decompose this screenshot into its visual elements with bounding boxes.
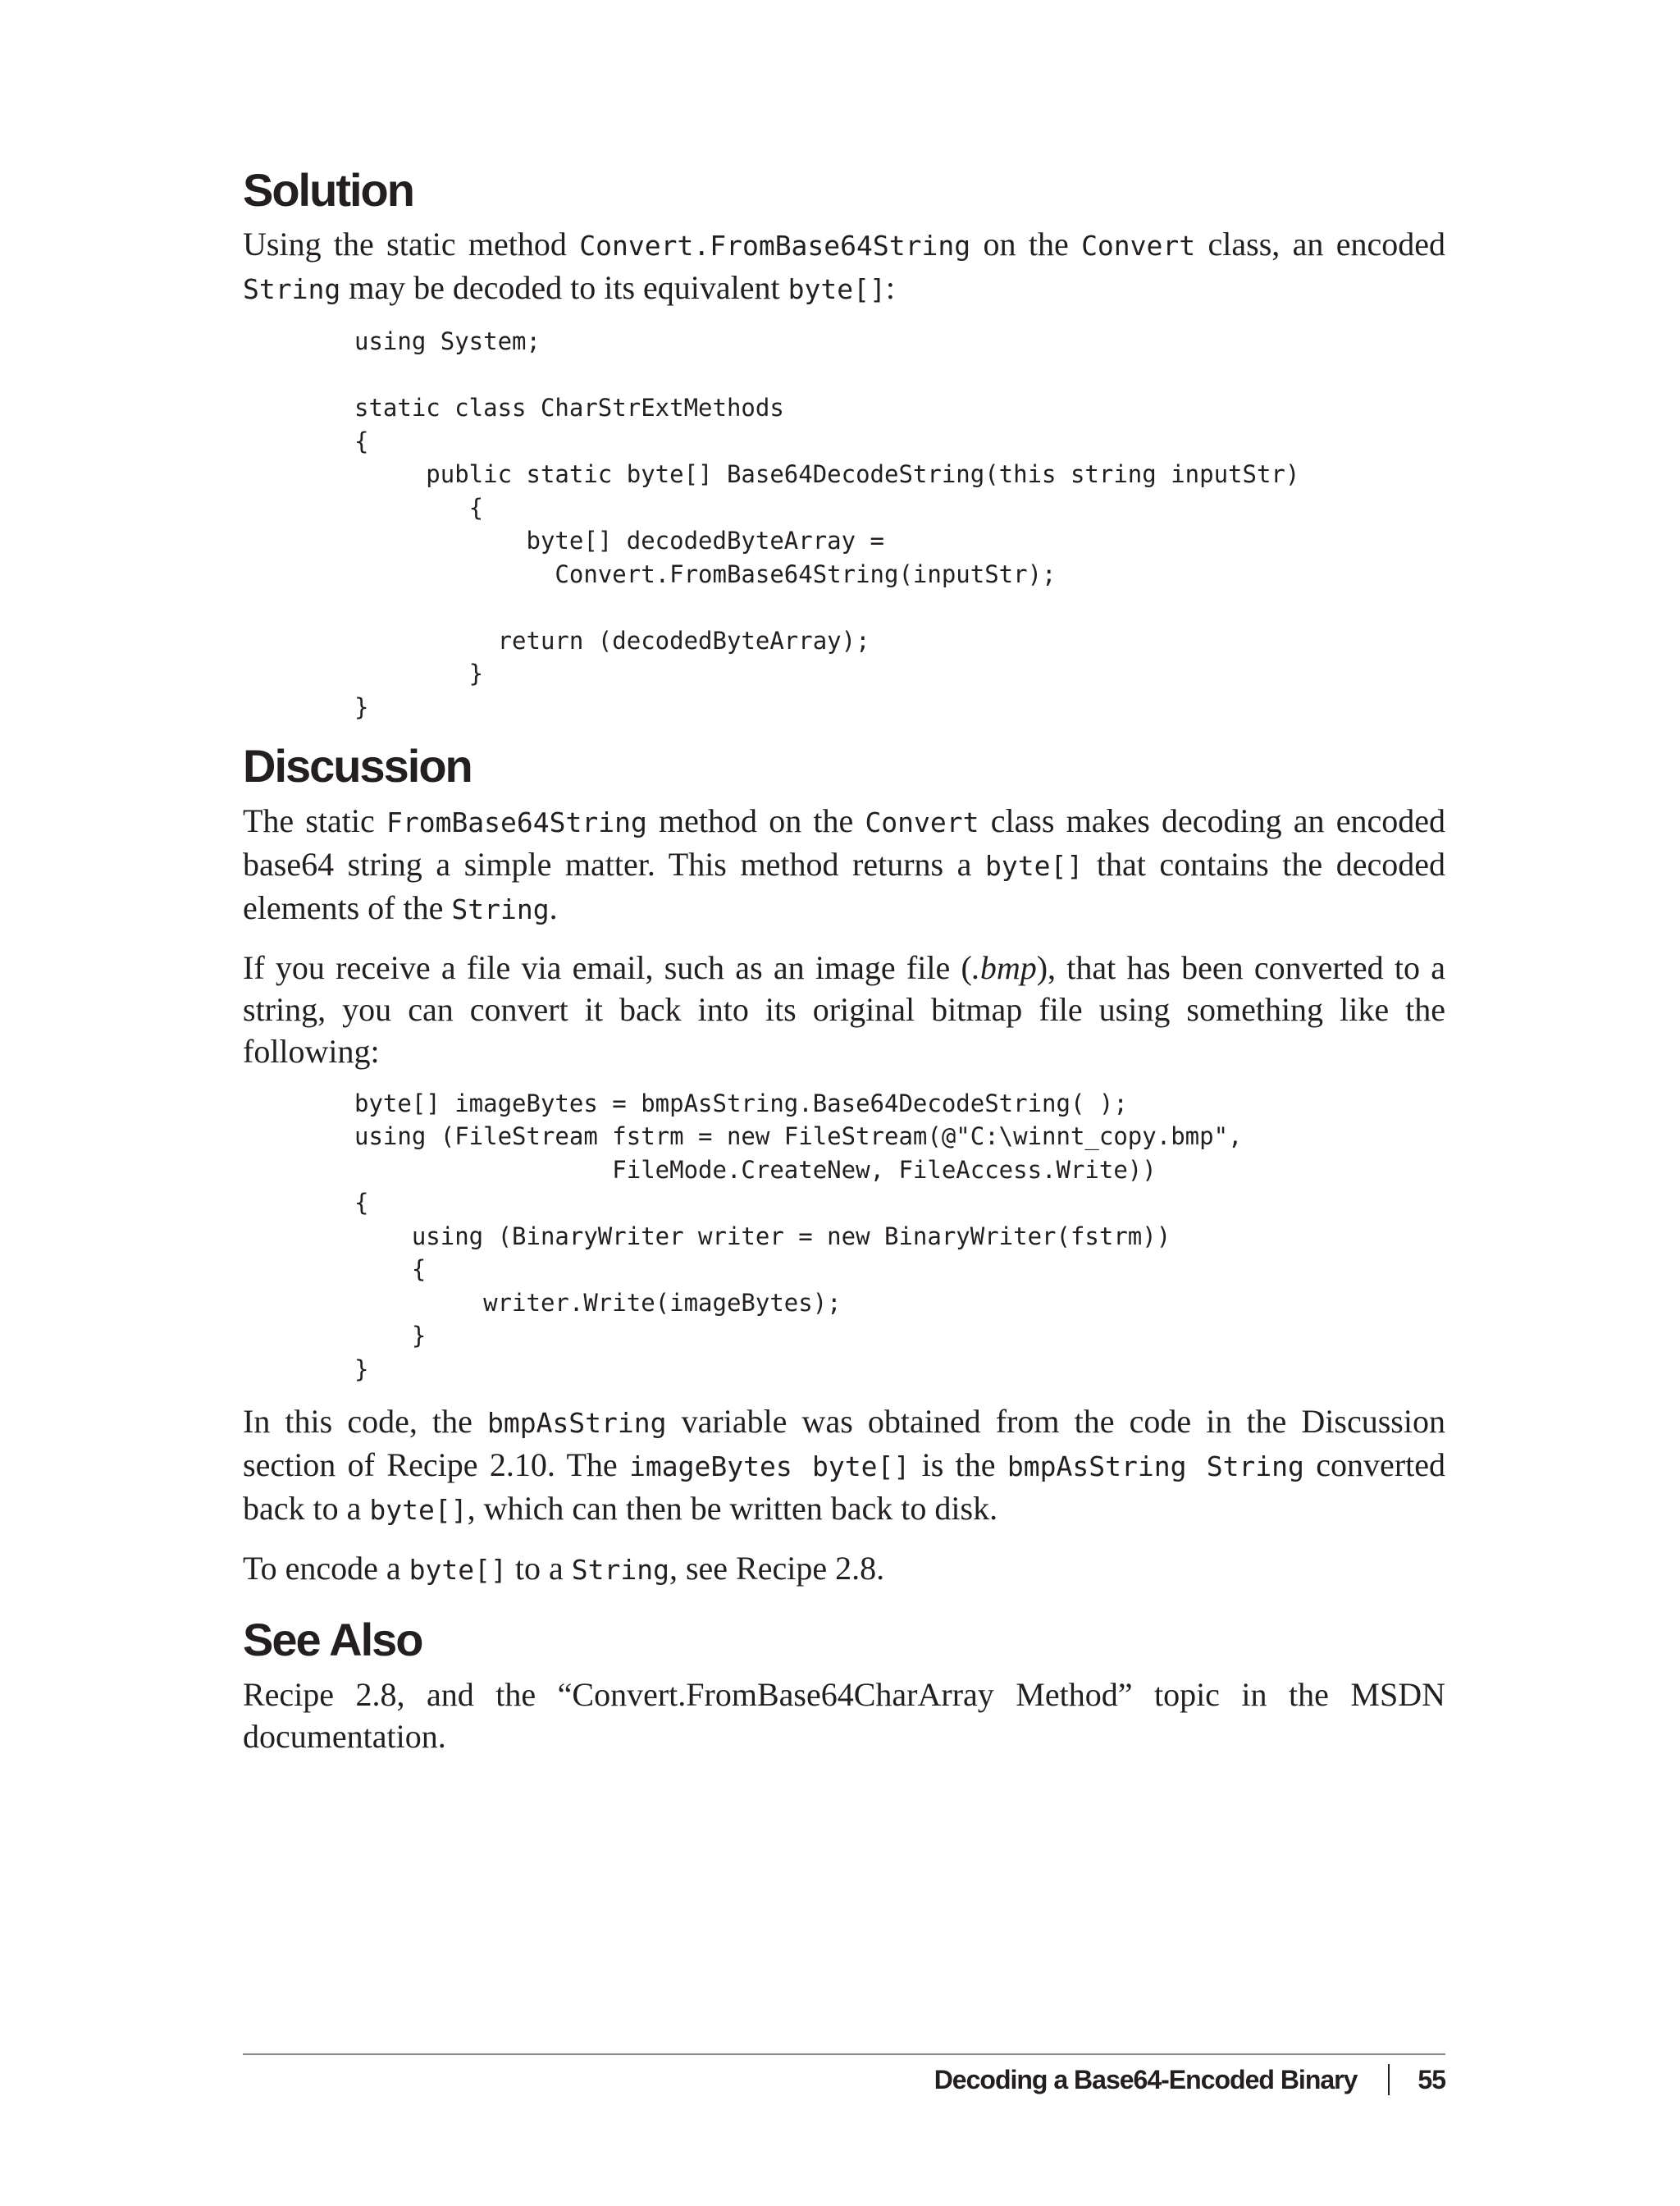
discussion-heading: Discussion	[243, 740, 472, 792]
footer-separator	[1388, 2064, 1390, 2095]
inline-code: bmpAsString String	[1007, 1450, 1304, 1483]
inline-code: byte[]	[788, 273, 886, 306]
solution-heading: Solution	[243, 164, 413, 216]
inline-code: String	[243, 273, 341, 306]
page-footer	[243, 2059, 1445, 2100]
footer-divider	[243, 2053, 1445, 2055]
inline-code: Convert.FromBase64String	[579, 230, 971, 263]
file-extension: .bmp	[971, 948, 1037, 986]
inline-code: byte[]	[409, 1554, 507, 1587]
page-content	[243, 164, 1445, 1757]
discussion-code-block: byte[] imageBytes = bmpAsString.Base64DecodeString( ); using (FileStream fstrm = new FileStream(@"C:\winnt_copy.bmp", FileMode.CreateNew, FileAccess.Write)) { using (BinaryWriter writer = new BinaryWriter(fstrm)) { writer.Write(imageBytes); } }	[354, 1089, 1243, 1383]
see-also-heading: See Also	[243, 1614, 422, 1666]
discussion-paragraph-2: If you receive a file via email, such as an image file (.bmp), that has been converted to a string, you can convert it back into its original bitmap file using something like the following:	[243, 948, 1445, 1070]
see-also-text: Recipe 2.8, and the “Convert.FromBase64CharArray Method” topic in the MSDN documentation.	[243, 1675, 1445, 1755]
page-number: 55	[1418, 2064, 1445, 2094]
solution-code-block: using System; static class CharStrExtMethods { public static byte[] Base64DecodeString(this string inputStr) { byte[] decodedByteArray = Convert.FromBase64String(inputStr); return (decodedByteArray); } }	[354, 327, 1300, 721]
inline-code: Convert	[1081, 230, 1196, 263]
inline-code: bmpAsString	[486, 1407, 667, 1440]
inline-code: byte[]	[985, 849, 1084, 882]
discussion-paragraph-3: In this code, the bmpAsString variable was obtained from the code in the Discussion section of Recipe 2.10. The imageBytes byte[] is the bmpAsString String converted back to a byte[], which can then be written back to disk.	[243, 1403, 1446, 1528]
inline-code: imageBytes byte[]	[629, 1450, 911, 1483]
inline-code: FromBase64String	[386, 806, 647, 838]
inline-code: String	[451, 893, 550, 925]
inline-code: String	[571, 1554, 669, 1587]
discussion-paragraph-4: To encode a byte[] to a String, see Recipe 2.8.	[243, 1550, 885, 1587]
inline-code: byte[]	[369, 1494, 468, 1527]
running-footer-title: Decoding a Base64-Encoded Binary	[934, 2064, 1358, 2094]
solution-intro: Using the static method Convert.FromBase64String on the Convert class, an encoded String may be decoded to its equivalent byte[]:	[243, 226, 1445, 307]
discussion-paragraph-1: The static FromBase64String method on the Convert class makes decoding an encoded base64 string a simple matter. This method returns a byte[] that contains the decoded elements of the String.	[243, 802, 1445, 926]
inline-code: Convert	[865, 806, 979, 838]
